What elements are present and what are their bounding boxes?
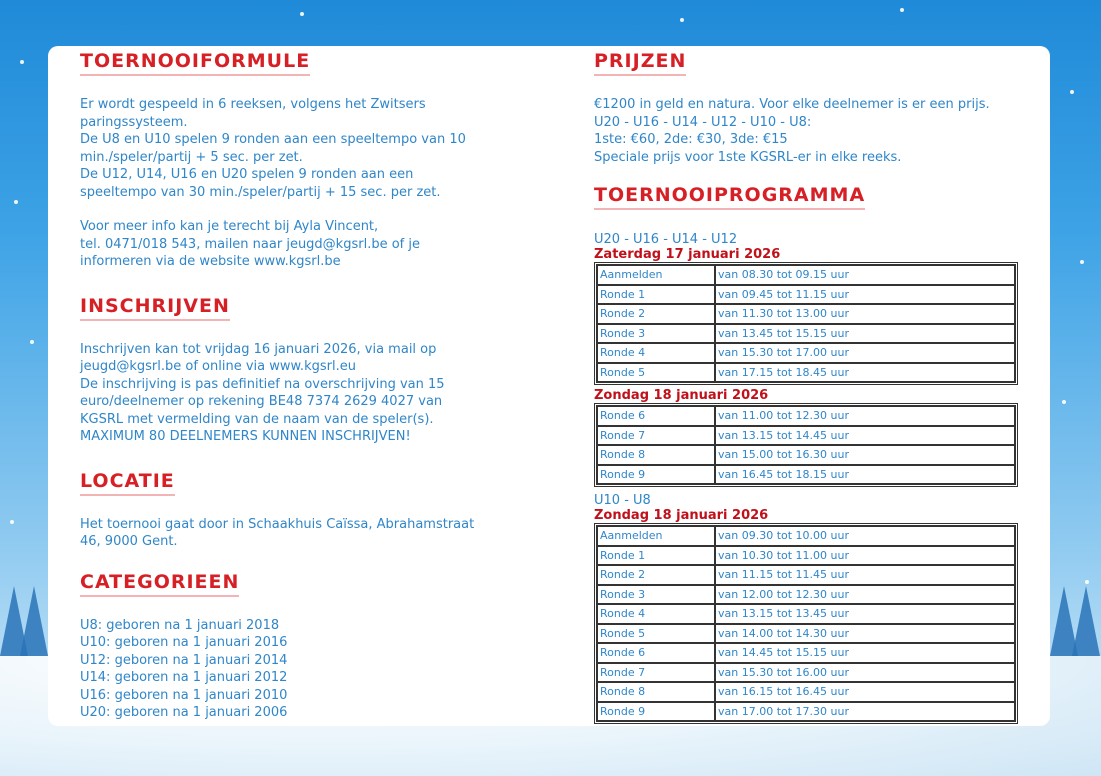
table-row <box>597 426 1015 446</box>
prijzen-text: €1200 in geld en natura. Voor elke deelnemer is er een prijs. U20 - U16 - U14 - U12 - U10 - U8: 1ste: €60, 2de: €30, 3de: €15 Speciale prijs voor 1ste KGSRL-er in elke reeks. <box>594 97 990 165</box>
session-name: Ronde 1 <box>597 546 715 566</box>
tree <box>20 586 48 656</box>
snowflake <box>300 12 304 16</box>
table-row <box>597 624 1015 644</box>
prijzen-heading: PRIJZEN <box>594 50 686 76</box>
table-row <box>597 445 1015 465</box>
session-time: van 11.00 tot 12.30 uur <box>715 406 1015 426</box>
session-name: Ronde 3 <box>597 585 715 605</box>
table-row <box>597 604 1015 624</box>
table-row <box>597 465 1015 485</box>
group2-label: U10 - U8 <box>594 493 651 508</box>
table-row <box>597 406 1015 426</box>
session-name: Ronde 4 <box>597 343 715 363</box>
formule-text: Er wordt gespeeld in 6 reeksen, volgens het Zwitsers paringssysteem. De U8 en U10 spelen 9 ronden aan een speeltempo van 10 min./speler/partij + 5 sec. per zet. De U12, U14, U16 en U20 spelen 9 ronden aan een speeltempo van 30 min./speler/partij + 15 sec. per zet. <box>80 97 466 200</box>
snowflake <box>1070 90 1074 94</box>
session-time: van 10.30 tot 11.00 uur <box>715 546 1015 566</box>
table-row <box>597 585 1015 605</box>
toernooiformule-heading: TOERNOOIFORMULE <box>80 50 310 76</box>
snowflake <box>30 340 34 344</box>
session-name: Ronde 7 <box>597 426 715 446</box>
day1-label: Zaterdag 17 januari 2026 <box>594 247 781 262</box>
session-time: van 11.30 tot 13.00 uur <box>715 304 1015 324</box>
session-name: Ronde 7 <box>597 663 715 683</box>
content-card <box>48 46 1050 726</box>
session-time: van 09.45 tot 11.15 uur <box>715 285 1015 305</box>
inschrijven-heading: INSCHRIJVEN <box>80 295 230 321</box>
session-name: Ronde 4 <box>597 604 715 624</box>
schedule-table-day2 <box>594 403 1018 487</box>
right-column <box>594 50 1034 724</box>
session-time: van 11.15 tot 11.45 uur <box>715 565 1015 585</box>
locatie-text: Het toernooi gaat door in Schaakhuis Caïssa, Abrahamstraat 46, 9000 Gent. <box>80 516 475 549</box>
snowflake <box>10 520 14 524</box>
table-row <box>597 565 1015 585</box>
table-row <box>597 663 1015 683</box>
day2-label: Zondag 18 januari 2026 <box>594 388 769 403</box>
session-time: van 14.45 tot 15.15 uur <box>715 643 1015 663</box>
day3-label: Zondag 18 januari 2026 <box>594 508 769 523</box>
table-row <box>597 546 1015 566</box>
session-time: van 15.30 tot 17.00 uur <box>715 343 1015 363</box>
snowflake <box>1062 400 1066 404</box>
group1-label: U20 - U16 - U14 - U12 <box>594 232 738 247</box>
session-name: Ronde 6 <box>597 406 715 426</box>
table-row <box>597 285 1015 305</box>
tree <box>1072 586 1100 656</box>
session-name: Ronde 5 <box>597 363 715 383</box>
table-row <box>597 265 1015 285</box>
session-time: van 13.15 tot 14.45 uur <box>715 426 1015 446</box>
session-name: Aanmelden <box>597 265 715 285</box>
table-row <box>597 702 1015 722</box>
table-row <box>597 682 1015 702</box>
table-row <box>597 324 1015 344</box>
session-time: van 13.15 tot 13.45 uur <box>715 604 1015 624</box>
session-time: van 16.15 tot 16.45 uur <box>715 682 1015 702</box>
session-name: Ronde 2 <box>597 304 715 324</box>
categorieen-heading: CATEGORIEEN <box>80 571 239 597</box>
categorieen-text: U8: geboren na 1 januari 2018 U10: geboren na 1 januari 2016 U12: geboren na 1 januari 2014 U14: geboren na 1 januari 2012 U16: geboren na 1 januari 2010 U20: geboren na 1 januari 2006 <box>80 617 288 720</box>
session-name: Ronde 1 <box>597 285 715 305</box>
session-time: van 09.30 tot 10.00 uur <box>715 526 1015 546</box>
session-name: Ronde 8 <box>597 682 715 702</box>
schedule-table-day3 <box>594 523 1018 724</box>
session-time: van 15.30 tot 16.00 uur <box>715 663 1015 683</box>
session-name: Ronde 6 <box>597 643 715 663</box>
toernooiprogramma-heading: TOERNOOIPROGRAMMA <box>594 184 865 210</box>
session-time: van 08.30 tot 09.15 uur <box>715 265 1015 285</box>
snowflake <box>20 60 24 64</box>
snowflake <box>900 8 904 12</box>
session-time: van 17.15 tot 18.45 uur <box>715 363 1015 383</box>
session-time: van 17.00 tot 17.30 uur <box>715 702 1015 722</box>
snowflake <box>14 200 18 204</box>
session-name: Aanmelden <box>597 526 715 546</box>
session-time: van 14.00 tot 14.30 uur <box>715 624 1015 644</box>
table-row <box>597 526 1015 546</box>
session-name: Ronde 8 <box>597 445 715 465</box>
locatie-heading: LOCATIE <box>80 470 175 496</box>
table-row <box>597 643 1015 663</box>
session-time: van 13.45 tot 15.15 uur <box>715 324 1015 344</box>
table-row <box>597 304 1015 324</box>
session-time: van 15.00 tot 16.30 uur <box>715 445 1015 465</box>
session-name: Ronde 2 <box>597 565 715 585</box>
schedule-table-day1 <box>594 262 1018 385</box>
session-name: Ronde 9 <box>597 465 715 485</box>
table-row <box>597 343 1015 363</box>
formule-info: Voor meer info kan je terecht bij Ayla Vincent, tel. 0471/018 543, mailen naar jeugd@kgsrl.be of je informeren via de website www.kgsrl.be <box>80 219 420 269</box>
left-column <box>80 50 520 722</box>
session-name: Ronde 3 <box>597 324 715 344</box>
table-row <box>597 363 1015 383</box>
snowflake <box>1080 260 1084 264</box>
snowflake <box>1085 580 1089 584</box>
session-time: van 12.00 tot 12.30 uur <box>715 585 1015 605</box>
session-time: van 16.45 tot 18.15 uur <box>715 465 1015 485</box>
snowflake <box>680 18 684 22</box>
session-name: Ronde 9 <box>597 702 715 722</box>
session-name: Ronde 5 <box>597 624 715 644</box>
inschrijven-text: Inschrijven kan tot vrijdag 16 januari 2026, via mail op jeugd@kgsrl.be of online via www.kgsrl.eu De inschrijving is pas definitief na overschrijving van 15 euro/deelnemer op rekening BE48 7374 2629 4027 van KGSRL met vermelding van de naam van de speler(s). MAXIMUM 80 DEELNEMERS KUNNEN INSCHRIJVEN! <box>80 341 445 444</box>
